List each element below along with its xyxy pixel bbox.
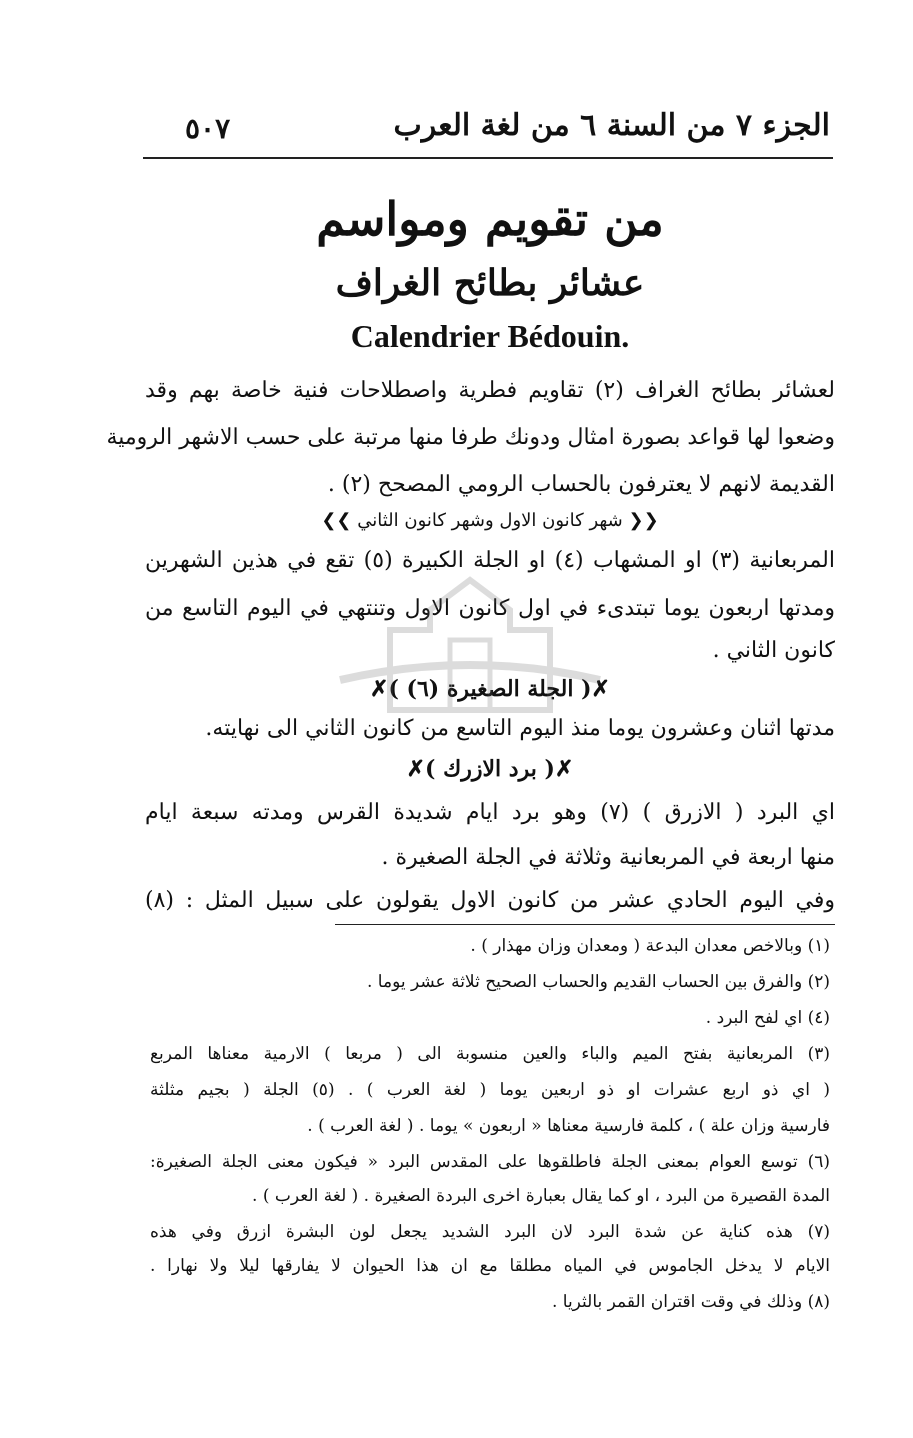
library-seal-watermark: [320, 570, 620, 730]
body-line: ومدتها اربعون يوما تبتدىء في اول كانون الاول وتنتهي في اليوم التاسع من: [145, 596, 835, 621]
ornament-icon: ✗(: [573, 676, 610, 702]
page-header: [150, 100, 830, 148]
ornament-icon: ❮❮: [622, 510, 659, 531]
ornament-icon: )✗: [406, 756, 444, 782]
footnote: (٦) توسع العوام بمعنى الجلة فاطلقوها على المقدس البرد « فيكون معنى الجلة الصغيرة:: [150, 1152, 830, 1172]
body-line: منها اربعة في المربعانية وثلاثة في الجلة الصغيرة .: [381, 845, 835, 870]
body-line: مدتها اثنان وعشرون يوما منذ اليوم التاسع من كانون الثاني الى نهايته.: [205, 716, 835, 741]
footnote: (٣) المربعانية بفتح الميم والباء والعين منسوبة الى ( مربعا ) الارمية معناها المربع: [150, 1044, 830, 1064]
section-heading-text: شهر كانون الاول وشهر كانون الثاني: [357, 510, 623, 531]
footnote-rule: [335, 924, 835, 925]
body-line: وفي اليوم الحادي عشر من كانون الاول يقولون على سبيل المثل : (٨): [145, 888, 835, 913]
footnote: (٢) والفرق بين الحساب القديم والحساب الصحيح ثلاثة عشر يوما .: [366, 972, 830, 992]
latin-title: Calendrier Bédouin.: [350, 318, 630, 354]
section-heading: [145, 510, 835, 531]
body-line: وضعوا لها قواعد بصورة امثال ودونك طرفا منها مرتبة على حسب الاشهر الرومية: [106, 425, 835, 450]
ornament-icon: )✗: [370, 676, 407, 702]
footnote: (١) وبالاخص معدان البدعة ( ومعدان وزان مهذار ) .: [470, 936, 830, 956]
header-rule: [143, 157, 833, 159]
footnote: (٨) وذلك في وقت اقتران القمر بالثريا .: [551, 1292, 830, 1312]
subheading-text: الجلة الصغيرة (٦): [406, 676, 574, 702]
body-line: اي البرد ( الازرق ) (٧) وهو برد ايام شديدة القرس ومدته سبعة ايام: [145, 800, 835, 825]
body-line: كانون الثاني .: [712, 638, 835, 663]
subheading-text: برد الازرك: [443, 756, 537, 782]
subheading: [145, 756, 835, 782]
footnote: (٤) اي لفح البرد .: [705, 1008, 830, 1028]
footnote: المدة القصيرة من البرد ، او كما يقال بعبارة اخرى البردة الصغيرة . ( لغة العرب ) .: [252, 1186, 830, 1206]
article-subtitle: عشائر بطائح الغراف: [335, 262, 645, 304]
footnote: ( اي ذو اربع عشرات او ذو اربعين يوما ( لغة العرب ) . (٥) الجلة ( بجيم مثلثة: [150, 1080, 830, 1100]
running-head: الجزء ٧ من السنة ٦ من لغة العرب: [393, 108, 830, 143]
article-title: من تقويم ومواسم: [316, 192, 664, 246]
footnote: الايام لا يدخل الجاموس في المياه مطلقا مع ان هذا الحيوان لا يفارقها ليلا ولا نهارا .: [150, 1256, 830, 1276]
footnote: (٧) هذه كناية عن شدة البرد لان البرد الشديد يجعل لون البشرة ازرق وفي هذه: [150, 1222, 830, 1242]
footnote: فارسية وزان علة ) ، كلمة فارسية معناها « اربعون » يوما . ( لغة العرب ) .: [307, 1116, 830, 1136]
body-line: لعشائر بطائح الغراف (٢) تقاويم فطرية واصطلاحات فنية خاصة بهم وقد: [145, 378, 835, 403]
page-number: ٥٠٧: [185, 112, 231, 145]
body-line: القديمة لانهم لا يعترفون بالحساب الرومي المصحح (٢) .: [327, 472, 835, 497]
ornament-icon: ✗(: [536, 756, 574, 782]
ornament-icon: ❯❯: [321, 510, 358, 531]
body-line: المربعانية (٣) او المشهاب (٤) او الجلة الكبيرة (٥) تقع في هذين الشهرين: [145, 548, 835, 573]
